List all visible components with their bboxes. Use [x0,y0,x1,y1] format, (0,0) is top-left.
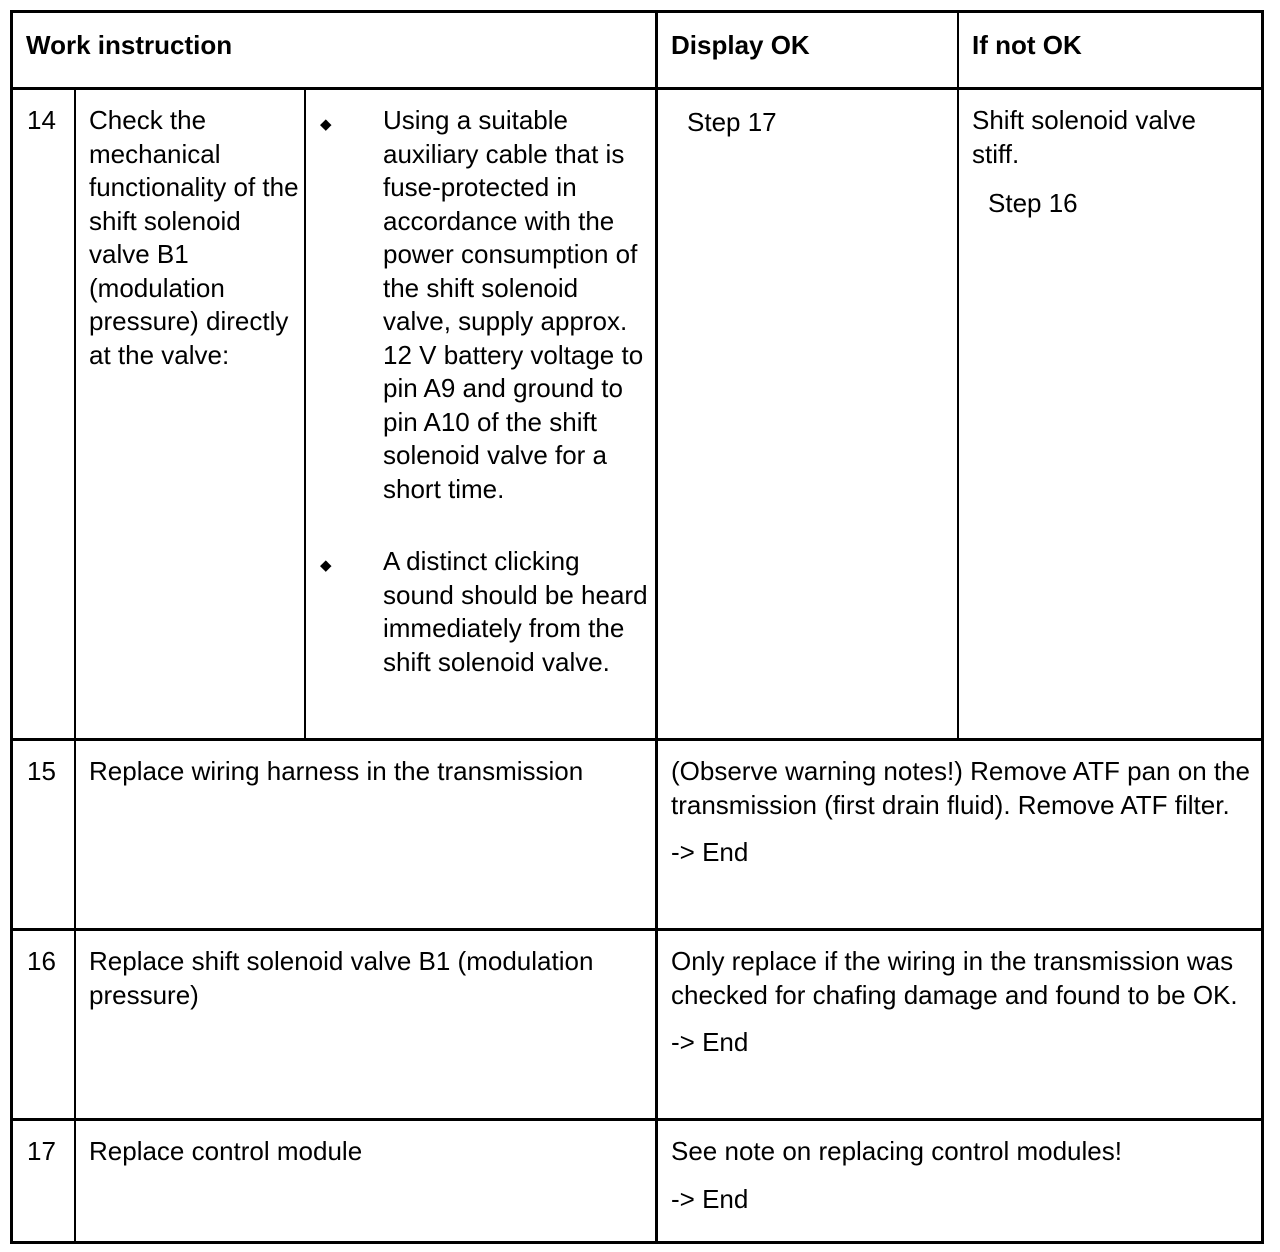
if-not-ok-step: Step 16 [988,188,1078,218]
diamond-bullet-icon: ◆ [320,116,332,133]
col-divider-bullets [304,87,306,738]
row-14-divider [13,738,1261,741]
step-number: 17 [27,1136,56,1166]
step-number: 15 [27,756,56,786]
note-text: (Observe warning notes!) Remove ATF pan on the transmission (first drain fluid). Remove ATF filter. [671,756,1251,820]
note-text: Only replace if the wiring in the transmission was checked for chafing damage and found to be OK. [671,946,1238,1010]
step-number: 16 [27,946,56,976]
diamond-bullet-icon: ◆ [320,557,332,574]
instruction-text: Replace shift solenoid valve B1 (modulation pressure) [89,946,594,1010]
instruction-text: Check the mechanical functionality of the shift solenoid valve B1 (modulation pressure) directly at the valve: [89,105,299,370]
col-divider-notok [957,13,959,738]
if-not-ok-text: Shift solenoid valve stiff. [972,105,1197,169]
note-text: See note on replacing control modules! [671,1136,1122,1166]
display-ok-step: Step 17 [687,107,777,137]
header-if-not-ok: If not OK [972,30,1082,60]
note-cell [671,755,1256,870]
work-instruction-table [10,10,1264,1244]
col-divider-step [74,87,76,1241]
bullet-text: Using a suitable auxiliary cable that is fuse-protected in accordance with the power consumption of the shift solenoid valve, supply approx. 12 V battery voltage to pin A9 and ground to pin A10 of the shift solenoid valve for a short time. [383,105,644,504]
instruction-text: Replace wiring harness in the transmission [89,756,584,786]
step-number: 14 [27,105,56,135]
header-divider [13,87,1261,90]
row-15-divider [13,928,1261,931]
header-work-instruction: Work instruction [26,30,233,60]
col-divider-display [655,13,658,1241]
note-cell [671,1135,1256,1216]
end-marker: -> End [671,837,749,867]
bullet-text: A distinct clicking sound should be heard immediately from the shift solenoid valve. [383,546,648,677]
end-marker: -> End [671,1183,749,1214]
end-marker: -> End [671,1027,749,1057]
note-cell [671,945,1256,1060]
instruction-text: Replace control module [89,1136,363,1166]
row-16-divider [13,1118,1261,1121]
header-display-ok: Display OK [671,30,810,60]
